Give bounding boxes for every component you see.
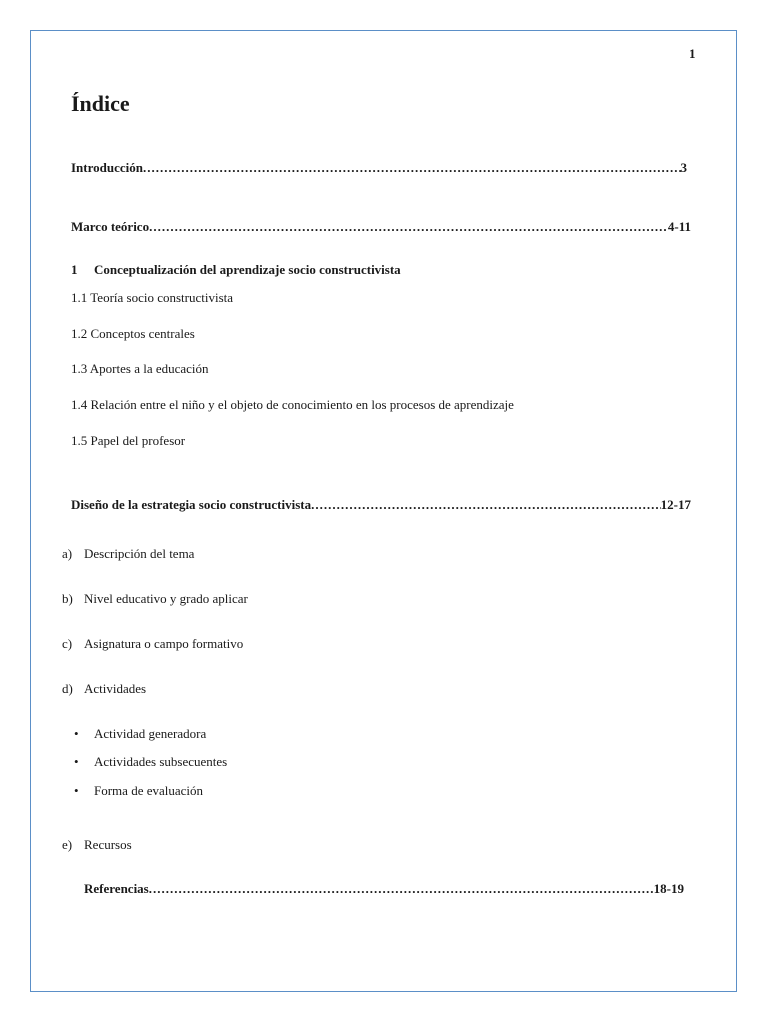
toc-subitem[interactable]: Descripción del tema (84, 546, 195, 561)
list-marker: a) (62, 546, 73, 561)
bullet-icon: • (74, 726, 79, 741)
toc-subitem[interactable]: 1.4 Relación entre el niño y el objeto de conocimiento en los procesos de aprendizaje (71, 397, 514, 412)
toc-subitem[interactable]: Actividades (84, 681, 147, 696)
page-number: 1 (689, 46, 696, 61)
dot-leader (311, 497, 661, 513)
toc-label: Diseño de la estrategia socio constructivista (71, 497, 312, 512)
bullet-item[interactable]: Actividades subsecuentes (94, 754, 228, 769)
bullet-item[interactable]: Actividad generadora (94, 726, 207, 741)
toc-entry-introduccion[interactable] (71, 160, 687, 176)
toc-subitem[interactable]: Recursos (84, 837, 132, 852)
toc-label: Referencias (84, 881, 149, 896)
dot-leader (149, 219, 668, 235)
list-marker: b) (62, 591, 73, 606)
list-marker: c) (62, 636, 73, 651)
toc-label: Marco teórico (71, 219, 150, 234)
toc-page-number: 12-17 (660, 497, 691, 512)
bullet-icon: • (74, 783, 79, 798)
toc-subitem[interactable]: 1.3 Aportes a la educación (71, 361, 209, 376)
dot-leader (149, 881, 654, 897)
toc-subitem[interactable]: Asignatura o campo formativo (84, 636, 244, 651)
toc-entry-diseno[interactable] (71, 497, 691, 513)
bullet-icon: • (74, 754, 79, 769)
page-title: Índice (71, 91, 130, 116)
list-marker: d) (62, 681, 73, 696)
list-marker: e) (62, 837, 73, 852)
toc-entry-referencias[interactable] (84, 881, 684, 897)
toc-subitem[interactable]: Nivel educativo y grado aplicar (84, 591, 248, 606)
toc-page-number: 3 (680, 160, 687, 175)
toc-subitem[interactable]: 1.5 Papel del profesor (71, 433, 186, 448)
toc-subitem[interactable]: 1.1 Teoría socio constructivista (71, 290, 234, 305)
section-heading: Conceptualización del aprendizaje socio constructivista (94, 262, 401, 277)
toc-subitem[interactable]: 1.2 Conceptos centrales (71, 326, 195, 341)
toc-label: Introducción (71, 160, 143, 175)
bullet-item[interactable]: Forma de evaluación (94, 783, 204, 798)
toc-page-number: 4-11 (667, 219, 691, 234)
toc-page-number: 18-19 (653, 881, 684, 896)
toc-entry-marco-teorico[interactable] (71, 219, 691, 235)
section-number: 1 (71, 262, 78, 277)
dot-leader (143, 160, 681, 176)
